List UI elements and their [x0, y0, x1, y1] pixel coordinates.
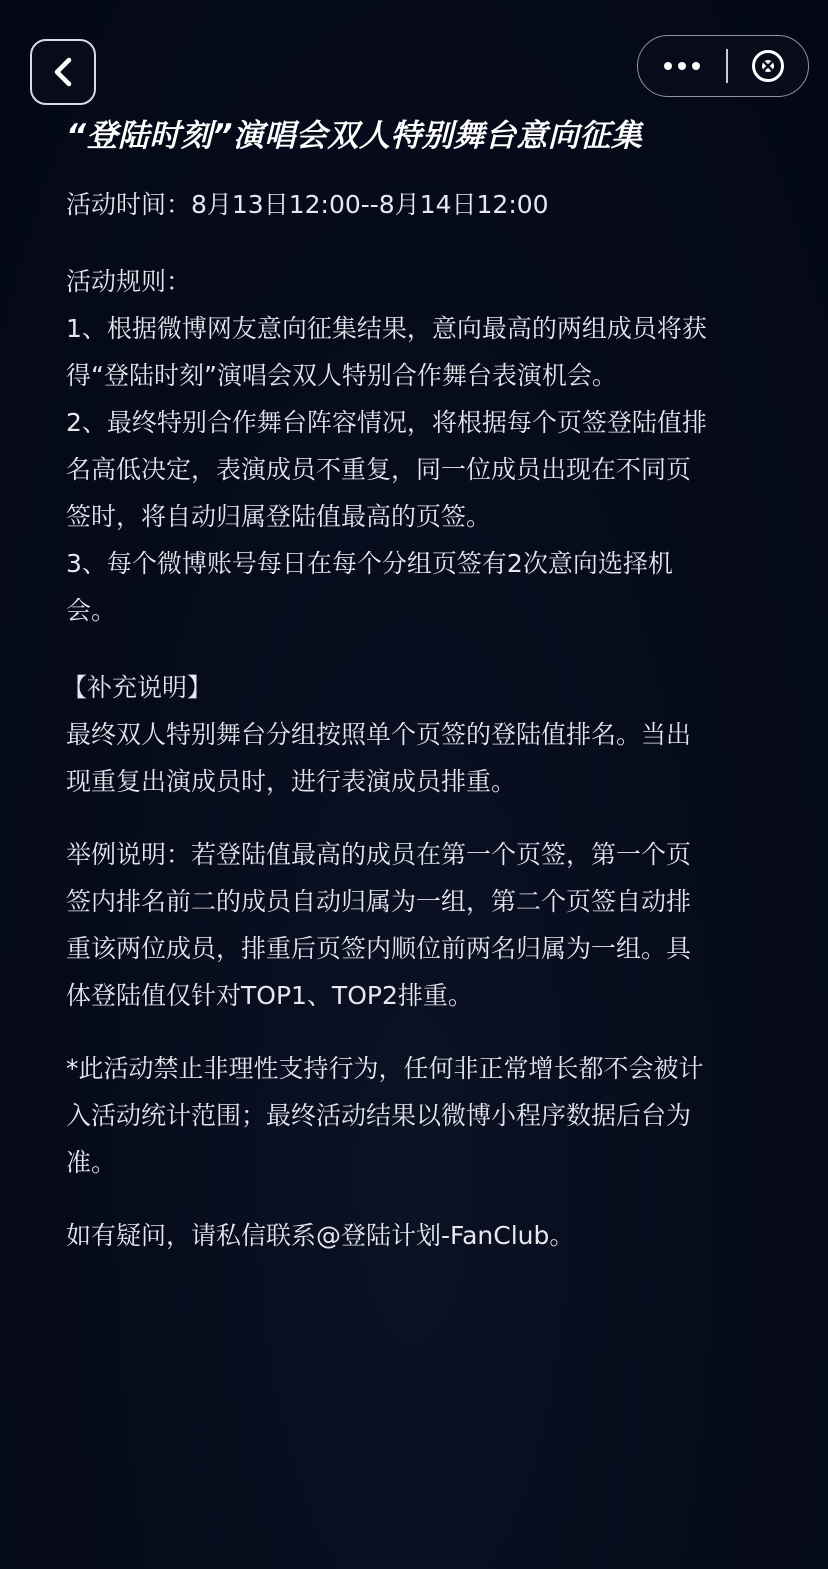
rules-heading: 活动规则： [66, 267, 192, 296]
notice-line: 准。 [66, 1148, 117, 1177]
rule-line: 签时，将自动归属登陆值最高的页签。 [66, 502, 492, 531]
example-line: 举例说明：若登陆值最高的成员在第一个页签，第一个页 [66, 840, 692, 869]
rules-section [66, 258, 766, 634]
chevron-left-icon [50, 57, 76, 87]
more-button[interactable] [638, 36, 726, 96]
event-time: 活动时间：8月13日12:00--8月14日12:00 [66, 190, 549, 219]
notice-line: 入活动统计范围；最终活动结果以微博小程序数据后台为 [66, 1101, 692, 1130]
rule-line: 名高低决定，表演成员不重复，同一位成员出现在不同页 [66, 455, 692, 484]
example-section [66, 831, 766, 1019]
notice-line: *此活动禁止非理性支持行为，任何非正常增长都不会被计 [66, 1054, 704, 1083]
notice-section [66, 1045, 766, 1186]
article-content [62, 112, 766, 1259]
rule-line: 1、根据微博网友意向征集结果，意向最高的两组成员将获 [66, 314, 707, 343]
supplement-line: 最终双人特别舞台分组按照单个页签的登陆值排名。当出 [66, 720, 692, 749]
supplement-heading: 【补充说明】 [62, 673, 213, 702]
mini-program-capsule [637, 35, 809, 97]
rule-line: 会。 [66, 596, 117, 625]
rule-line: 3、每个微博账号每日在每个分组页签有2次意向选择机 [66, 549, 673, 578]
close-circle-icon [750, 48, 786, 84]
more-dots-icon [662, 61, 702, 71]
supplement-section [62, 664, 766, 805]
example-line: 体登陆值仅针对TOP1、TOP2排重。 [66, 981, 473, 1010]
supplement-line: 现重复出演成员时，进行表演成员排重。 [66, 767, 517, 796]
page-title: “登陆时刻”演唱会双人特别舞台意向征集 [66, 118, 643, 154]
example-line: 签内排名前二的成员自动归属为一组，第二个页签自动排 [66, 887, 692, 916]
rule-line: 2、最终特别合作舞台阵容情况，将根据每个页签登陆值排 [66, 408, 707, 437]
back-button[interactable] [30, 39, 96, 105]
close-button[interactable] [728, 36, 808, 96]
contact-line: 如有疑问，请私信联系@登陆计划-FanClub。 [66, 1221, 575, 1250]
rule-line: 得“登陆时刻”演唱会双人特别合作舞台表演机会。 [66, 361, 617, 390]
example-line: 重该两位成员，排重后页签内顺位前两名归属为一组。具 [66, 934, 692, 963]
